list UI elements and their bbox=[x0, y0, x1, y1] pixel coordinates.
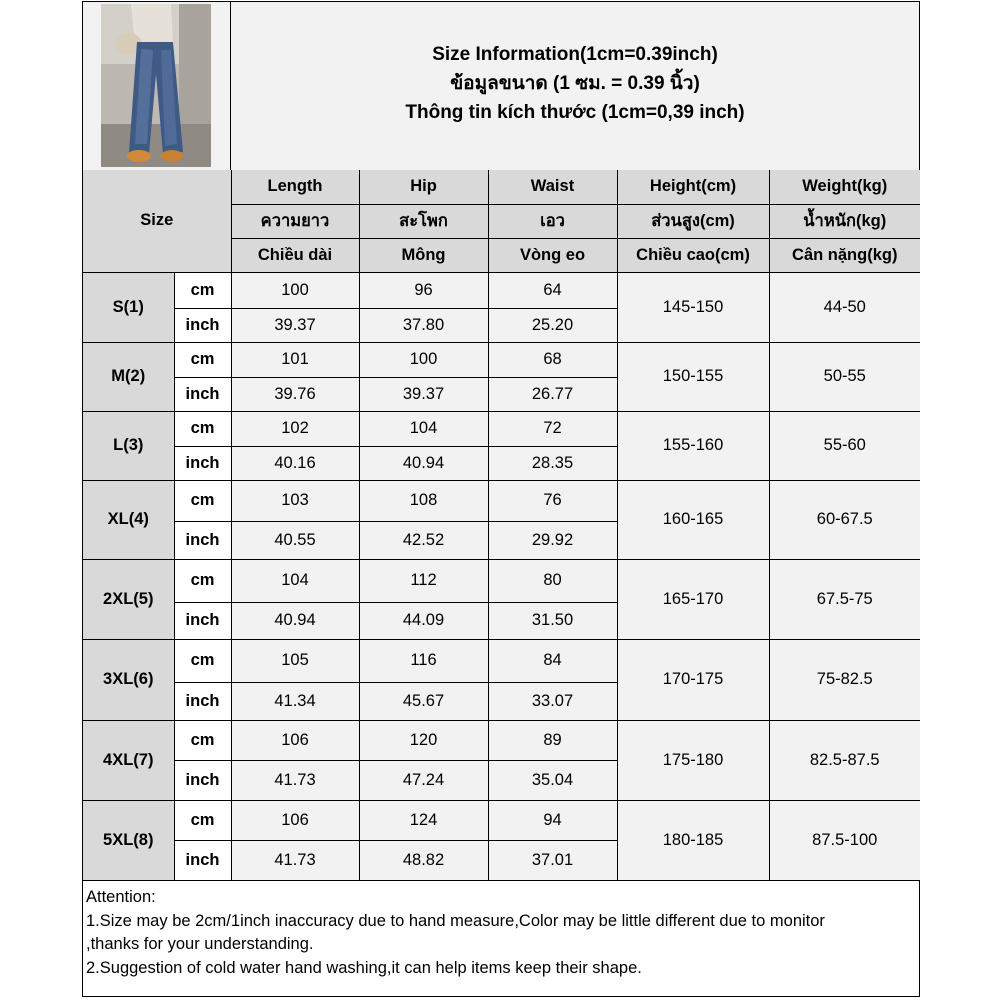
size-info-title bbox=[231, 40, 919, 127]
size-chart-sheet bbox=[82, 1, 920, 997]
cell-waist-cm: 68 bbox=[488, 342, 617, 377]
unit-cm: cm bbox=[174, 800, 231, 840]
cell-hip-inch: 40.94 bbox=[359, 446, 488, 480]
cell-height: 165-170 bbox=[617, 559, 769, 639]
title-vietnamese: Thông tin kích thước (1cm=0,39 inch) bbox=[405, 102, 745, 123]
cell-waist-cm: 72 bbox=[488, 411, 617, 446]
cell-length-inch: 40.55 bbox=[231, 521, 359, 559]
cell-hip-cm: 112 bbox=[359, 559, 488, 602]
cell-weight: 55-60 bbox=[769, 411, 920, 480]
unit-cm: cm bbox=[174, 559, 231, 602]
unit-cm: cm bbox=[174, 411, 231, 446]
cell-waist-inch: 28.35 bbox=[488, 446, 617, 480]
unit-cm: cm bbox=[174, 639, 231, 682]
size-label: XL(4) bbox=[83, 480, 174, 559]
col-weight-vi: Cân nặng(kg) bbox=[769, 238, 920, 272]
cell-height: 155-160 bbox=[617, 411, 769, 480]
cell-hip-cm: 104 bbox=[359, 411, 488, 446]
table-row bbox=[83, 411, 920, 446]
cell-height: 160-165 bbox=[617, 480, 769, 559]
header-block bbox=[83, 2, 919, 171]
unit-inch: inch bbox=[174, 521, 231, 559]
cell-waist-cm: 84 bbox=[488, 639, 617, 682]
unit-inch: inch bbox=[174, 446, 231, 480]
product-photo bbox=[101, 4, 211, 167]
size-label: 2XL(5) bbox=[83, 559, 174, 639]
unit-inch: inch bbox=[174, 682, 231, 720]
cell-hip-inch: 44.09 bbox=[359, 602, 488, 639]
size-header: Size bbox=[83, 170, 231, 272]
cell-weight: 50-55 bbox=[769, 342, 920, 411]
cell-waist-cm: 89 bbox=[488, 720, 617, 760]
cell-length-inch: 40.16 bbox=[231, 446, 359, 480]
cell-waist-inch: 25.20 bbox=[488, 308, 617, 342]
table-row bbox=[83, 342, 920, 377]
cell-length-inch: 40.94 bbox=[231, 602, 359, 639]
col-height-en: Height(cm) bbox=[617, 170, 769, 204]
cell-waist-inch: 29.92 bbox=[488, 521, 617, 559]
table-row bbox=[83, 800, 920, 840]
cell-hip-cm: 116 bbox=[359, 639, 488, 682]
cell-waist-inch: 37.01 bbox=[488, 840, 617, 880]
attention-note-1: 1.Size may be 2cm/1inch inaccuracy due to hand measure,Color may be little different due to monitor bbox=[86, 911, 825, 930]
attention-notes bbox=[86, 886, 918, 980]
cell-hip-inch: 45.67 bbox=[359, 682, 488, 720]
col-hip-vi: Mông bbox=[359, 238, 488, 272]
cell-weight: 60-67.5 bbox=[769, 480, 920, 559]
cell-length-inch: 41.34 bbox=[231, 682, 359, 720]
cell-height: 175-180 bbox=[617, 720, 769, 800]
cell-waist-inch: 33.07 bbox=[488, 682, 617, 720]
cell-length-cm: 100 bbox=[231, 272, 359, 308]
cell-waist-cm: 76 bbox=[488, 480, 617, 521]
size-label: M(2) bbox=[83, 342, 174, 411]
attention-heading: Attention: bbox=[86, 888, 156, 906]
cell-height: 170-175 bbox=[617, 639, 769, 720]
unit-cm: cm bbox=[174, 480, 231, 521]
table-row bbox=[83, 639, 920, 682]
col-weight-en: Weight(kg) bbox=[769, 170, 920, 204]
cell-hip-inch: 47.24 bbox=[359, 760, 488, 800]
cell-height: 145-150 bbox=[617, 272, 769, 342]
cell-length-inch: 41.73 bbox=[231, 760, 359, 800]
size-label: S(1) bbox=[83, 272, 174, 342]
attention-note-1-cont: ,thanks for your understanding. bbox=[86, 935, 314, 953]
cell-height: 180-185 bbox=[617, 800, 769, 880]
col-waist-en: Waist bbox=[488, 170, 617, 204]
unit-inch: inch bbox=[174, 602, 231, 639]
col-weight-th: น้ำหนัก(kg) bbox=[769, 204, 920, 238]
cell-weight: 67.5-75 bbox=[769, 559, 920, 639]
cell-waist-cm: 64 bbox=[488, 272, 617, 308]
size-label: 4XL(7) bbox=[83, 720, 174, 800]
cell-length-cm: 101 bbox=[231, 342, 359, 377]
cell-waist-cm: 80 bbox=[488, 559, 617, 602]
cell-length-inch: 39.37 bbox=[231, 308, 359, 342]
cell-weight: 44-50 bbox=[769, 272, 920, 342]
col-waist-th: เอว bbox=[488, 204, 617, 238]
col-length-vi: Chiều dài bbox=[231, 238, 359, 272]
cell-hip-cm: 108 bbox=[359, 480, 488, 521]
col-hip-th: สะโพก bbox=[359, 204, 488, 238]
cell-length-cm: 103 bbox=[231, 480, 359, 521]
unit-cm: cm bbox=[174, 272, 231, 308]
cell-hip-inch: 48.82 bbox=[359, 840, 488, 880]
cell-length-cm: 104 bbox=[231, 559, 359, 602]
cell-hip-cm: 100 bbox=[359, 342, 488, 377]
cell-hip-inch: 37.80 bbox=[359, 308, 488, 342]
table-row bbox=[83, 559, 920, 602]
unit-inch: inch bbox=[174, 760, 231, 800]
cell-waist-inch: 31.50 bbox=[488, 602, 617, 639]
col-length-en: Length bbox=[231, 170, 359, 204]
col-waist-vi: Vòng eo bbox=[488, 238, 617, 272]
size-table bbox=[83, 170, 920, 881]
cell-length-cm: 102 bbox=[231, 411, 359, 446]
unit-inch: inch bbox=[174, 840, 231, 880]
table-row bbox=[83, 272, 920, 308]
cell-weight: 82.5-87.5 bbox=[769, 720, 920, 800]
size-label: L(3) bbox=[83, 411, 174, 480]
header-row-english bbox=[83, 170, 920, 204]
cell-length-cm: 106 bbox=[231, 720, 359, 760]
attention-note-2: 2.Suggestion of cold water hand washing,it can help items keep their shape. bbox=[86, 958, 642, 977]
cell-waist-cm: 94 bbox=[488, 800, 617, 840]
cell-length-cm: 105 bbox=[231, 639, 359, 682]
table-row bbox=[83, 480, 920, 521]
unit-cm: cm bbox=[174, 342, 231, 377]
title-english: Size Information(1cm=0.39inch) bbox=[432, 44, 718, 65]
cell-weight: 75-82.5 bbox=[769, 639, 920, 720]
table-row bbox=[83, 720, 920, 760]
col-length-th: ความยาว bbox=[231, 204, 359, 238]
size-label: 5XL(8) bbox=[83, 800, 174, 880]
cell-hip-inch: 39.37 bbox=[359, 377, 488, 411]
cell-hip-cm: 124 bbox=[359, 800, 488, 840]
unit-inch: inch bbox=[174, 308, 231, 342]
cell-hip-cm: 120 bbox=[359, 720, 488, 760]
cell-length-inch: 41.73 bbox=[231, 840, 359, 880]
unit-cm: cm bbox=[174, 720, 231, 760]
cell-hip-cm: 96 bbox=[359, 272, 488, 308]
col-height-vi: Chiều cao(cm) bbox=[617, 238, 769, 272]
cell-height: 150-155 bbox=[617, 342, 769, 411]
jeans-model-image bbox=[101, 4, 211, 167]
cell-waist-inch: 26.77 bbox=[488, 377, 617, 411]
unit-inch: inch bbox=[174, 377, 231, 411]
cell-length-cm: 106 bbox=[231, 800, 359, 840]
cell-waist-inch: 35.04 bbox=[488, 760, 617, 800]
cell-length-inch: 39.76 bbox=[231, 377, 359, 411]
title-thai: ข้อมูลขนาด (1 ซม. = 0.39 นิ้ว) bbox=[450, 73, 700, 94]
cell-hip-inch: 42.52 bbox=[359, 521, 488, 559]
cell-weight: 87.5-100 bbox=[769, 800, 920, 880]
col-height-th: ส่วนสูง(cm) bbox=[617, 204, 769, 238]
size-label: 3XL(6) bbox=[83, 639, 174, 720]
col-hip-en: Hip bbox=[359, 170, 488, 204]
